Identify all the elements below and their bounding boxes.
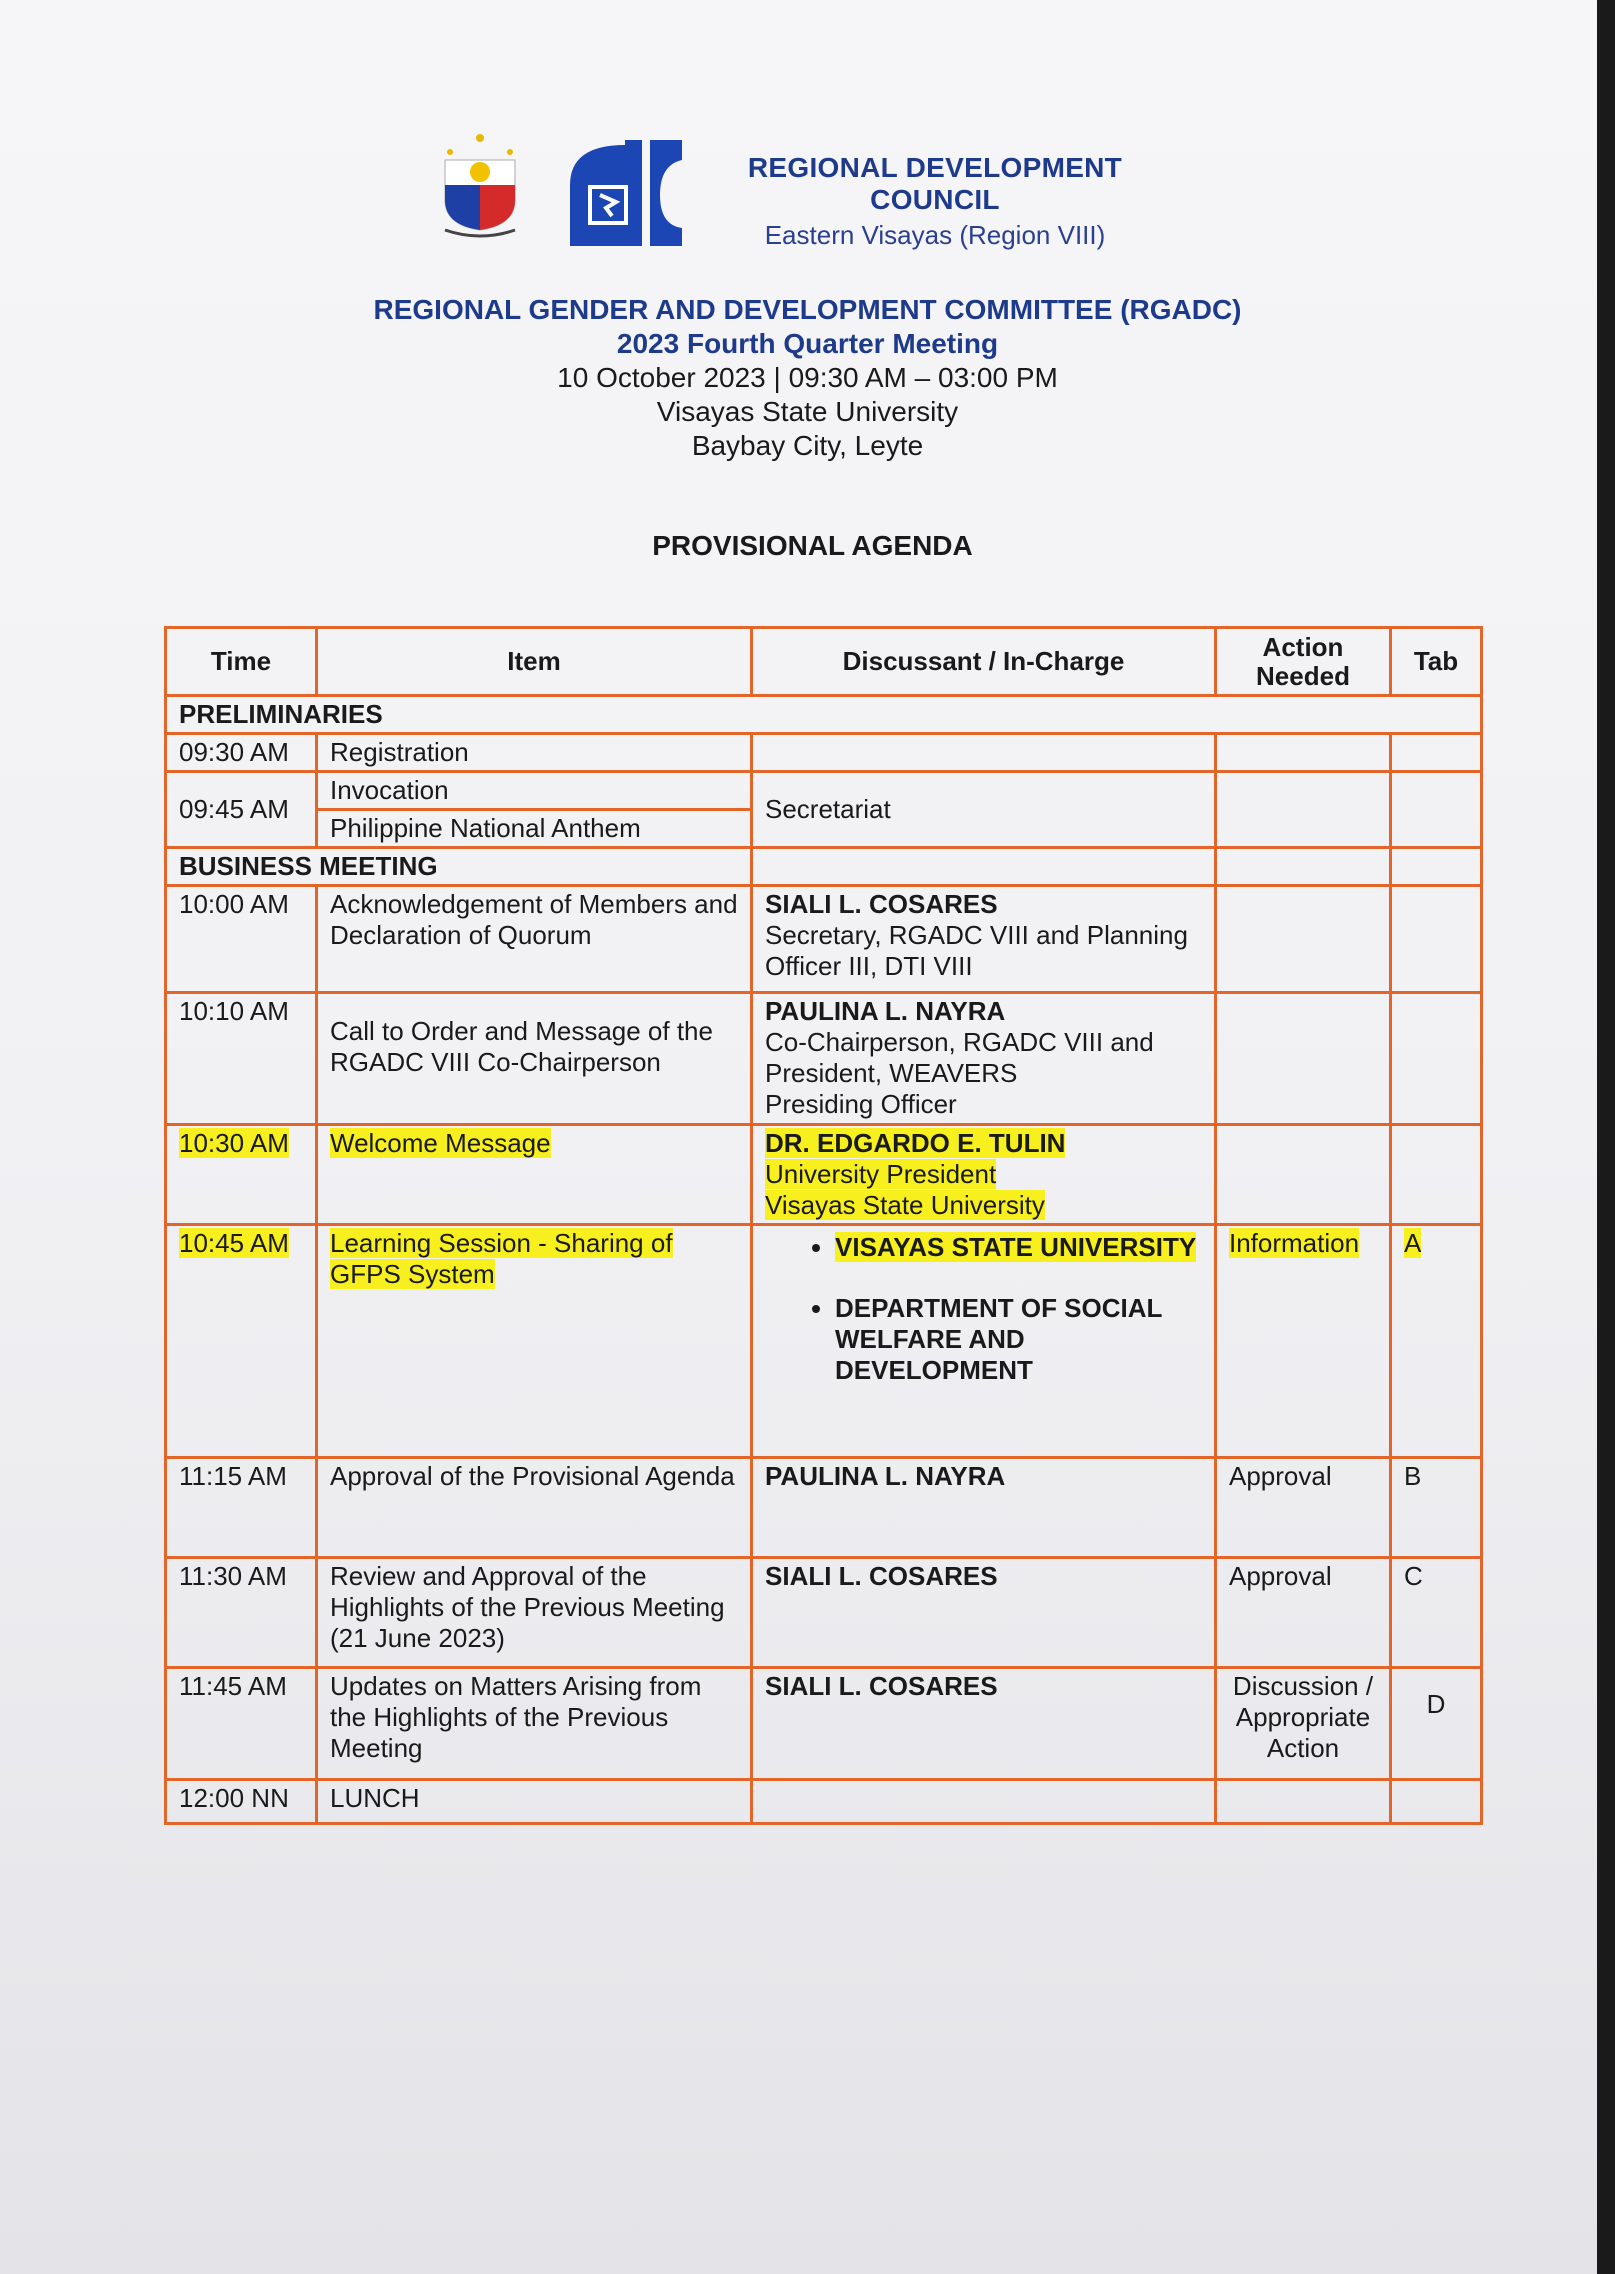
row-discussant (752, 734, 1216, 772)
header-tab: Tab (1391, 628, 1482, 696)
row-item: LUNCH (317, 1780, 752, 1824)
meeting-venue: Visayas State University (656, 396, 959, 427)
discussant-name: PAULINA L. NAYRA (765, 996, 1006, 1026)
table-row (166, 1225, 1482, 1458)
council-block (685, 152, 1185, 251)
row-action: Discussion / Appropriate Action (1216, 1668, 1391, 1780)
row-discussant (752, 886, 1216, 993)
row-time: 10:10 AM (166, 993, 317, 1125)
row-discussant (752, 993, 1216, 1125)
row-discussant: Secretariat (752, 772, 1216, 848)
row-time: 09:45 AM (166, 772, 317, 848)
discussant-name: SIALI L. COSARES (765, 889, 998, 919)
row-time: 12:00 NN (166, 1780, 317, 1824)
row-discussant: SIALI L. COSARES (752, 1668, 1216, 1780)
table-row (166, 772, 1482, 810)
meeting-datetime: 10 October 2023 | 09:30 AM – 03:00 PM (557, 362, 1058, 393)
agenda-table (164, 626, 1483, 1825)
agenda-title: PROVISIONAL AGENDA (652, 530, 973, 561)
row-time: 11:45 AM (166, 1668, 317, 1780)
council-name: REGIONAL DEVELOPMENT COUNCIL (747, 152, 1123, 215)
philippine-seal-icon (430, 130, 530, 240)
meeting-location: Baybay City, Leyte (691, 430, 924, 461)
header-discussant: Discussant / In-Charge (752, 628, 1216, 696)
row-action (1216, 848, 1391, 886)
bullet-text: DEPARTMENT OF SOCIAL WELFARE AND DEVELOPMENT (835, 1293, 1162, 1385)
row-discussant: SIALI L. COSARES (752, 1558, 1216, 1668)
row-action: Approval (1216, 1458, 1391, 1558)
section-row (166, 696, 1482, 734)
row-action (1216, 1125, 1391, 1225)
meeting-info (0, 293, 1615, 463)
row-tab (1391, 848, 1482, 886)
item-text: Call to Order and Message of the RGADC VIII Co-Chairperson (330, 1016, 713, 1077)
tab-text: A (1404, 1228, 1422, 1258)
row-item: Approval of the Provisional Agenda (317, 1458, 752, 1558)
row-action (1216, 1780, 1391, 1824)
discussant-role: University President (765, 1159, 997, 1189)
row-tab (1391, 886, 1482, 993)
row-discussant (752, 848, 1216, 886)
row-item: Review and Approval of the Highlights of the Previous Meeting (21 June 2023) (317, 1558, 752, 1668)
row-item (317, 1225, 752, 1458)
letterhead (420, 130, 1240, 250)
table-row (166, 734, 1482, 772)
row-item: Philippine National Anthem (317, 810, 752, 848)
row-time (166, 1225, 317, 1458)
table-row (166, 993, 1482, 1125)
table-row (166, 1125, 1482, 1225)
row-action (1216, 734, 1391, 772)
section-business-meeting: BUSINESS MEETING (166, 848, 752, 886)
section-preliminaries: PRELIMINARIES (166, 696, 1482, 734)
row-tab (1391, 734, 1482, 772)
row-time (166, 1125, 317, 1225)
row-action (1216, 886, 1391, 993)
row-discussant (752, 1125, 1216, 1225)
row-item: Registration (317, 734, 752, 772)
list-item (835, 1232, 1202, 1263)
row-time: 11:15 AM (166, 1458, 317, 1558)
discussant-name: DR. EDGARDO E. TULIN (765, 1128, 1066, 1158)
row-time: 09:30 AM (166, 734, 317, 772)
meeting-title: 2023 Fourth Quarter Meeting (616, 328, 999, 359)
row-action (1216, 993, 1391, 1125)
row-tab (1391, 772, 1482, 848)
table-row (166, 1668, 1482, 1780)
row-tab (1391, 1225, 1482, 1458)
row-action: Approval (1216, 1558, 1391, 1668)
table-row (166, 886, 1482, 993)
section-row (166, 848, 1482, 886)
row-tab: D (1391, 1668, 1482, 1780)
row-item: Updates on Matters Arising from the Highlights of the Previous Meeting (317, 1668, 752, 1780)
row-discussant (752, 1225, 1216, 1458)
committee-name: REGIONAL GENDER AND DEVELOPMENT COMMITTEE (RGADC) (373, 294, 1242, 325)
header-item: Item (317, 628, 752, 696)
row-action (1216, 772, 1391, 848)
row-tab (1391, 1125, 1482, 1225)
discussant-list (765, 1232, 1202, 1386)
row-discussant (752, 1780, 1216, 1824)
row-action (1216, 1225, 1391, 1458)
time-text: 10:45 AM (179, 1228, 289, 1258)
discussant-role: Co-Chairperson, RGADC VIII and President, WEAVERS (765, 1027, 1154, 1088)
row-time: 10:00 AM (166, 886, 317, 993)
action-text: Information (1229, 1228, 1360, 1258)
row-discussant: PAULINA L. NAYRA (752, 1458, 1216, 1558)
row-tab: C (1391, 1558, 1482, 1668)
header-time: Time (166, 628, 317, 696)
table-row (166, 1558, 1482, 1668)
row-item (317, 1125, 752, 1225)
table-row (166, 1458, 1482, 1558)
table-row (166, 1780, 1482, 1824)
row-item: Invocation (317, 772, 752, 810)
time-text: 10:30 AM (179, 1128, 289, 1158)
council-region: Eastern Visayas (Region VIII) (764, 220, 1106, 250)
header-action: Action Needed (1216, 628, 1391, 696)
bullet-text: VISAYAS STATE UNIVERSITY (835, 1232, 1197, 1262)
list-item (835, 1293, 1202, 1386)
row-time: 11:30 AM (166, 1558, 317, 1668)
row-item: Acknowledgement of Members and Declaration of Quorum (317, 886, 752, 993)
row-tab (1391, 1780, 1482, 1824)
row-tab (1391, 993, 1482, 1125)
table-header-row (166, 628, 1482, 696)
row-item (317, 993, 752, 1125)
discussant-role2: Visayas State University (765, 1190, 1045, 1220)
discussant-role: Secretary, RGADC VIII and Planning Officer III, DTI VIII (765, 920, 1188, 981)
rdc-logo-icon (570, 140, 682, 246)
row-tab: B (1391, 1458, 1482, 1558)
item-text: Welcome Message (330, 1128, 551, 1158)
discussant-role2: Presiding Officer (765, 1089, 957, 1119)
item-text: Learning Session - Sharing of GFPS System (330, 1228, 673, 1289)
